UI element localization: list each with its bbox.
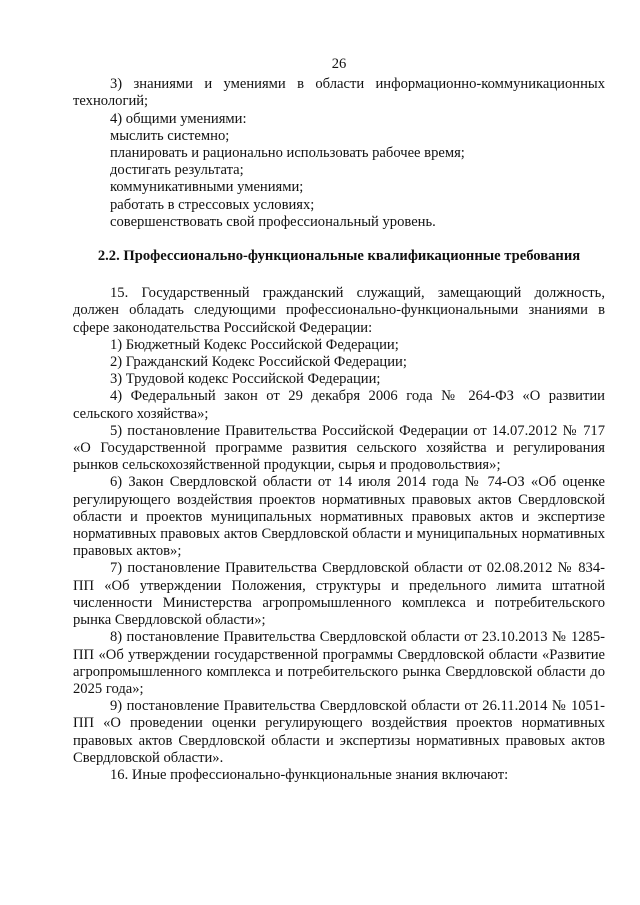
skill-item: планировать и рационально использовать рабочее время; (110, 145, 465, 162)
law-item-3: 3) Трудовой кодекс Российской Федерации; (110, 371, 381, 388)
law-item-8: 8) постановление Правительства Свердловской области от 23.10.2013 № 1285-ПП «Об утверждении государственной программы Свердловской области «Развитие агропромышленного комплекса и потребительского рынка Свердловской области до 2025 года»; (73, 629, 605, 697)
intro-item-4: 4) общими умениями: (110, 110, 247, 127)
skill-item: мыслить системно; (110, 127, 230, 144)
intro-item-3-line2: технологий; (73, 93, 149, 110)
intro-item-3-line1: 3) знаниями и умениями в области информационно-коммуникационных (110, 76, 605, 93)
law-item-6: 6) Закон Свердловской области от 14 июля 2014 года № 74-ОЗ «Об оценке регулирующего воздействия проектов нормативных правовых актов Свердловской области и проектов муниципальных нормативных правовых актов и экспертизе нормативных правовых актов Свердловской области и муниципальных нормативных правовых актов»; (73, 474, 605, 560)
page-number: 26 (331, 56, 347, 72)
section-heading: 2.2. Профессионально-функциональные квалификационные требования (97, 248, 581, 265)
document-page (73, 56, 605, 784)
paragraph-15: 15. Государственный гражданский служащий, замещающий должность, должен обладать следующими профессионально-функциональными знаниями в сфере законодательства Российской Федерации: (73, 285, 605, 336)
law-item-2: 2) Гражданский Кодекс Российской Федерации; (110, 354, 407, 371)
law-item-5: 5) постановление Правительства Российской Федерации от 14.07.2012 № 717 «О Государственной программе развития сельского хозяйства и регулирования рынков сельскохозяйственной продукции, сырья и продовольствия»; (73, 422, 605, 474)
skill-item: коммуникативными умениями; (110, 179, 304, 196)
skill-item: работать в стрессовых условиях; (110, 196, 315, 213)
skill-item: совершенствовать свой профессиональный уровень. (110, 213, 436, 230)
skill-item: достигать результата; (110, 162, 244, 179)
paragraph-16: 16. Иные профессионально-функциональные знания включают: (110, 766, 509, 783)
law-item-1: 1) Бюджетный Кодекс Российской Федерации; (110, 336, 399, 353)
law-item-4: 4) Федеральный закон от 29 декабря 2006 года № 264-ФЗ «О развитии сельского хозяйства»; (73, 388, 605, 422)
law-item-9: 9) постановление Правительства Свердловской области от 26.11.2014 № 1051-ПП «О проведении оценки регулирующего воздействия проектов нормативных правовых актов Свердловской области и экспертизы нормативных правовых актов Свердловской области». (73, 698, 605, 766)
law-item-7: 7) постановление Правительства Свердловской области от 02.08.2012 № 834-ПП «Об утверждении Положения, структуры и предельного лимита штатной численности Министерства агропромышленного комплекса и потребительского рынка Свердловской области»; (73, 560, 605, 629)
